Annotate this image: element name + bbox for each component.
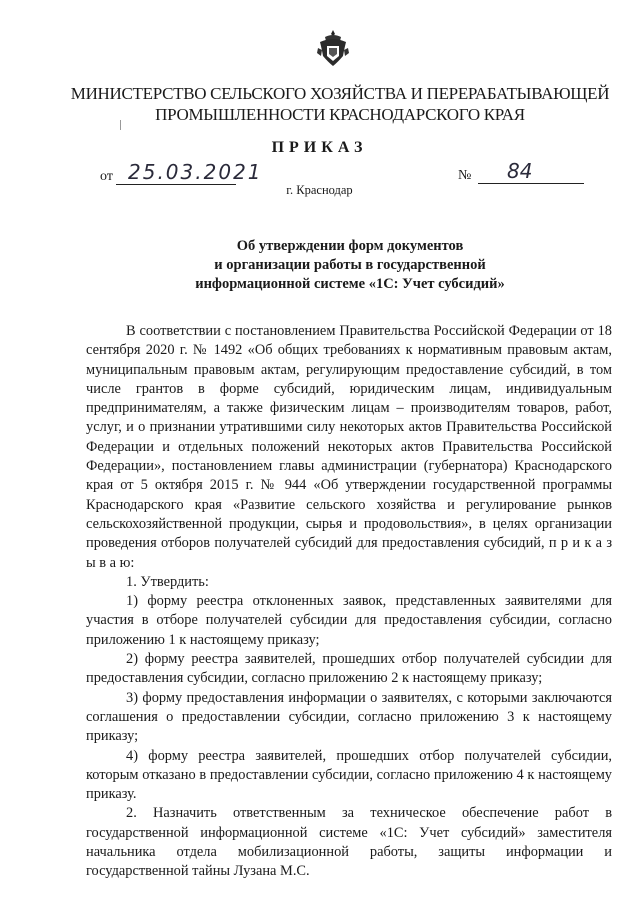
order-title-line3: информационной системе «1С: Учет субсидий» bbox=[195, 276, 505, 292]
preamble-paragraph: В соответствии с постановлением Правительства Российской Федерации от 18 сентября 2020 г. № 1492 «Об общих требованиях к нормативным правовым актам, муниципальным правовым актам, регулирующим предоставление субсидий, в том числе грантов в форме субсидий, юридическим лицам, индивидуальным предпринимателям, а также физическим лицам – производителям товаров, работ, услуг, и о признании утратившими силу некоторых актов Правительства Российской Федерации и отдельных положений некоторых актов Правительства Российской Федерации», постановлением главы администрации (губернатора) Краснодарского края от 5 октября 2015 г. № 944 «Об утверждении государственной программы Краснодарского края «Развитие сельского хозяйства и регулирование рынков сельскохозяйственной продукции, сырья и продовольствия», в целях организации проведения отборов получателей субсидий для предоставления субсидий, п р и к а з ы в а ю: bbox=[86, 323, 612, 571]
margin-mark bbox=[120, 120, 121, 130]
subitem-3: 3) форму предоставления информации о заявителях, с которыми заключаются соглашения о предоставлении субсидии, согласно приложению 3 к настоящему приказу; bbox=[86, 689, 612, 745]
number-label: № bbox=[458, 168, 472, 183]
coat-of-arms-emblem-icon bbox=[316, 28, 350, 70]
subitem-2: 2) форму реестра заявителей, прошедших отбор получателей субсидии для предоставления субсидии, согласно приложению 2 к настоящему приказу; bbox=[86, 651, 612, 687]
order-title-line1: Об утверждении форм документов bbox=[236, 238, 464, 254]
city-label: г. Краснодар bbox=[286, 183, 353, 197]
subitem-1: 1) форму реестра отклоненных заявок, представленных заявителями для участия в отборе получателей субсидии для предоставления субсидии, согласно приложению 1 к настоящему приказу; bbox=[86, 593, 612, 648]
ministry-name-line1: МИНИСТЕРСТВО СЕЛЬСКОГО ХОЗЯЙСТВА И ПЕРЕРАБАТЫВАЮЩЕЙ bbox=[70, 84, 610, 103]
date-label: от bbox=[100, 169, 113, 184]
item-2-paragraph: 2. Назначить ответственным за техническое обеспечение работ в государственной информационной системе «1С: Учет субсидий» заместителя начальника отдела мобилизационной работы, защиты информации и государственной тайны Лузана М.С. bbox=[86, 805, 612, 880]
item-1-heading: 1. Утвердить: bbox=[126, 573, 209, 590]
document-type-heading: ПРИКАЗ bbox=[271, 139, 368, 156]
date-value-handwritten: 25.03.2021 bbox=[128, 160, 263, 184]
order-title-line2: и организации работы в государственной bbox=[214, 257, 486, 273]
subitem-4: 4) форму реестра заявителей, прошедших отбор получателей субсидии, которым отказано в предоставлении субсидии, согласно приложению 4 к настоящему приказу. bbox=[86, 747, 612, 803]
number-value-handwritten: 84 bbox=[507, 159, 533, 183]
ministry-name-line2: ПРОМЫШЛЕННОСТИ КРАСНОДАРСКОГО КРАЯ bbox=[155, 105, 525, 124]
order-body bbox=[86, 322, 612, 882]
